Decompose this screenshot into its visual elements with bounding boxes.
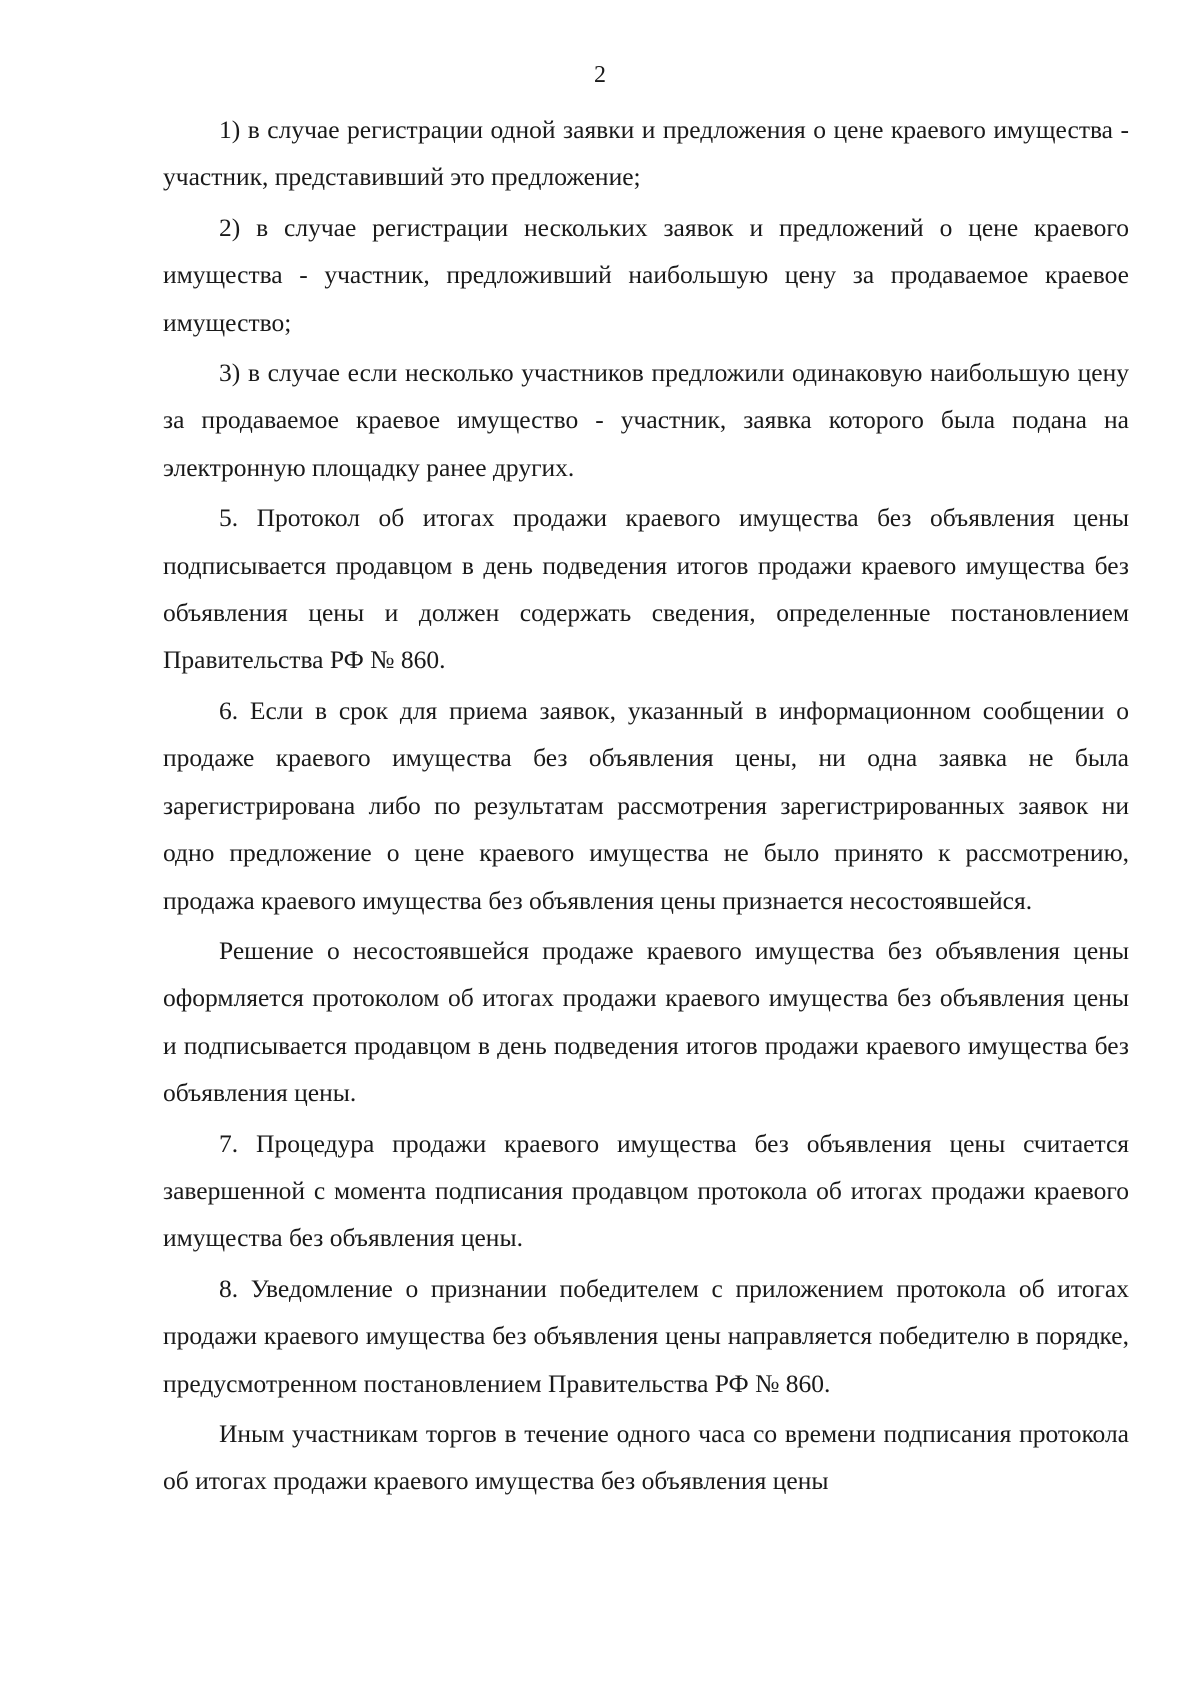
paragraph-item-3: 3) в случае если несколько участников предложили одинаковую наибольшую цену за продаваемое краевое имущество - участник, заявка которого была подана на электронную площадку ранее других.	[163, 358, 1129, 482]
paragraph-other-participants: Иным участникам торгов в течение одного часа со времени подписания протокола об итогах продажи краевого имущества без объявления цены	[163, 1418, 1129, 1496]
paragraph-clause-8: 8. Уведомление о признании победителем с приложением протокола об итогах продажи краевого имущества без объявления цены направляется победителю в порядке, предусмотренном постановлением Правительства РФ № 860.	[163, 1273, 1129, 1398]
document-body	[163, 106, 1129, 1508]
paragraph-clause-6: 6. Если в срок для приема заявок, указанный в информационном сообщении о продаже краевого имущества без объявления цены, ни одна заявка не была зарегистрирована либо по результатам рассмотрения зарегистрированных заявок ни одно предложение о цене краевого имущества не было принято к рассмотрению, продажа краевого имущества без объявления цены признается несостоявшейся.	[163, 695, 1129, 915]
page-number: 2	[594, 62, 606, 88]
paragraph-decision: Решение о несостоявшейся продаже краевого имущества без объявления цены оформляется протоколом об итогах продажи краевого имущества без объявления цены и подписывается продавцом в день подведения итогов продажи краевого имущества без объявления цены.	[163, 935, 1129, 1108]
paragraph-item-1: 1) в случае регистрации одной заявки и предложения о цене краевого имущества - участник, представивший это предложение;	[163, 115, 1129, 192]
paragraph-clause-7: 7. Процедура продажи краевого имущества без объявления цены считается завершенной с момента подписания продавцом протокола об итогах продажи краевого имущества без объявления цены.	[163, 1128, 1129, 1253]
paragraph-clause-5: 5. Протокол об итогах продажи краевого имущества без объявления цены подписывается продавцом в день подведения итогов продажи краевого имущества без объявления цены и должен содержать сведения, определенные постановлением Правительства РФ № 860.	[163, 503, 1129, 675]
paragraph-item-2: 2) в случае регистрации нескольких заявок и предложений о цене краевого имущества - участник, предложивший наибольшую цену за продаваемое краевое имущество;	[163, 212, 1129, 337]
